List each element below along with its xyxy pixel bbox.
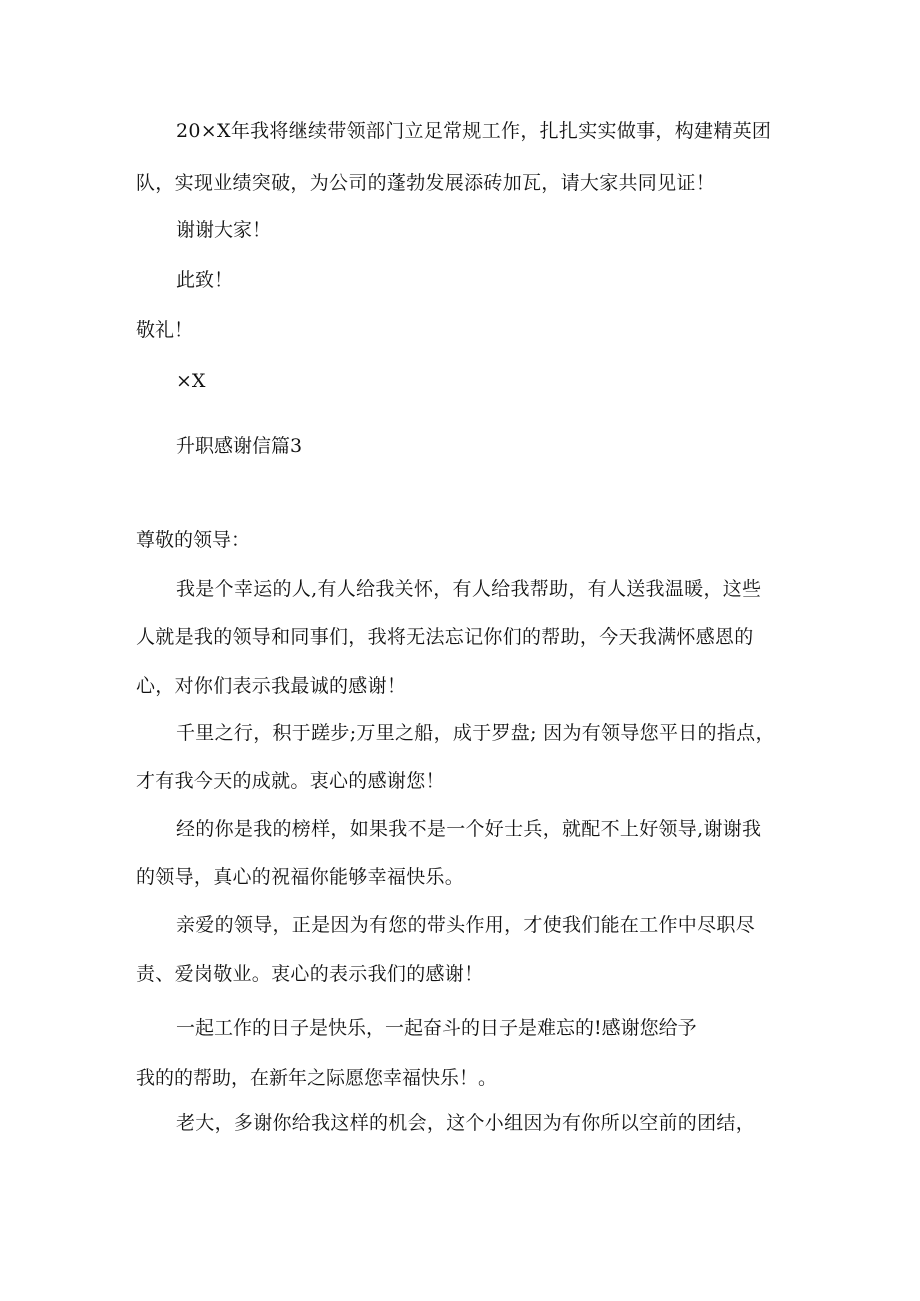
paragraph-line: 经的你是我的榜样，如果我不是一个好士兵，就配不上好领导,谢谢我 — [176, 818, 762, 840]
paragraph-line: 千里之行，积于蹉步;万里之船，成于罗盘; 因为有领导您平日的指点， — [176, 722, 775, 744]
paragraph-line: 我是个幸运的人,有人给我关怀，有人给我帮助，有人送我温暖，这些 — [176, 578, 762, 600]
paragraph-line: 20×X年我将继续带领部门立足常规工作，扎扎实实做事，构建精英团 — [176, 120, 772, 142]
closing-thanks: 谢谢大家！ — [176, 219, 272, 241]
paragraph-line: 的领导，真心的祝福你能够幸福快乐。 — [136, 866, 465, 888]
closing-jingli: 敬礼！ — [136, 319, 194, 341]
signature: ×X — [176, 370, 206, 392]
salutation: 尊敬的领导： — [136, 529, 251, 551]
paragraph-line: 一起工作的日子是快乐，一起奋斗的日子是难忘的!感谢您给予 — [176, 1017, 697, 1039]
closing-cizhi: 此致！ — [176, 269, 234, 291]
paragraph-line: 人就是我的领导和同事们，我将无法忘记你们的帮助，今天我满怀感恩的 — [136, 626, 754, 648]
paragraph-line: 心，对你们表示我最诚的感谢！ — [136, 675, 407, 697]
paragraph-line: 老大，多谢你给我这样的机会，这个小组因为有你所以空前的团结， — [176, 1112, 756, 1134]
paragraph-line: 责、爱岗敬业。衷心的表示我们的感谢！ — [136, 963, 484, 985]
paragraph-line: 才有我今天的成就。衷心的感谢您！ — [136, 770, 445, 792]
paragraph-line: 我的的帮助，在新年之际愿您幸福快乐！。 — [136, 1067, 498, 1089]
paragraph-line: 队，实现业绩突破，为公司的蓬勃发展添砖加瓦，请大家共同见证！ — [136, 172, 716, 194]
section-title: 升职感谢信篇3 — [176, 435, 303, 457]
paragraph-line: 亲爱的领导，正是因为有您的带头作用，才使我们能在工作中尽职尽 — [176, 914, 756, 936]
